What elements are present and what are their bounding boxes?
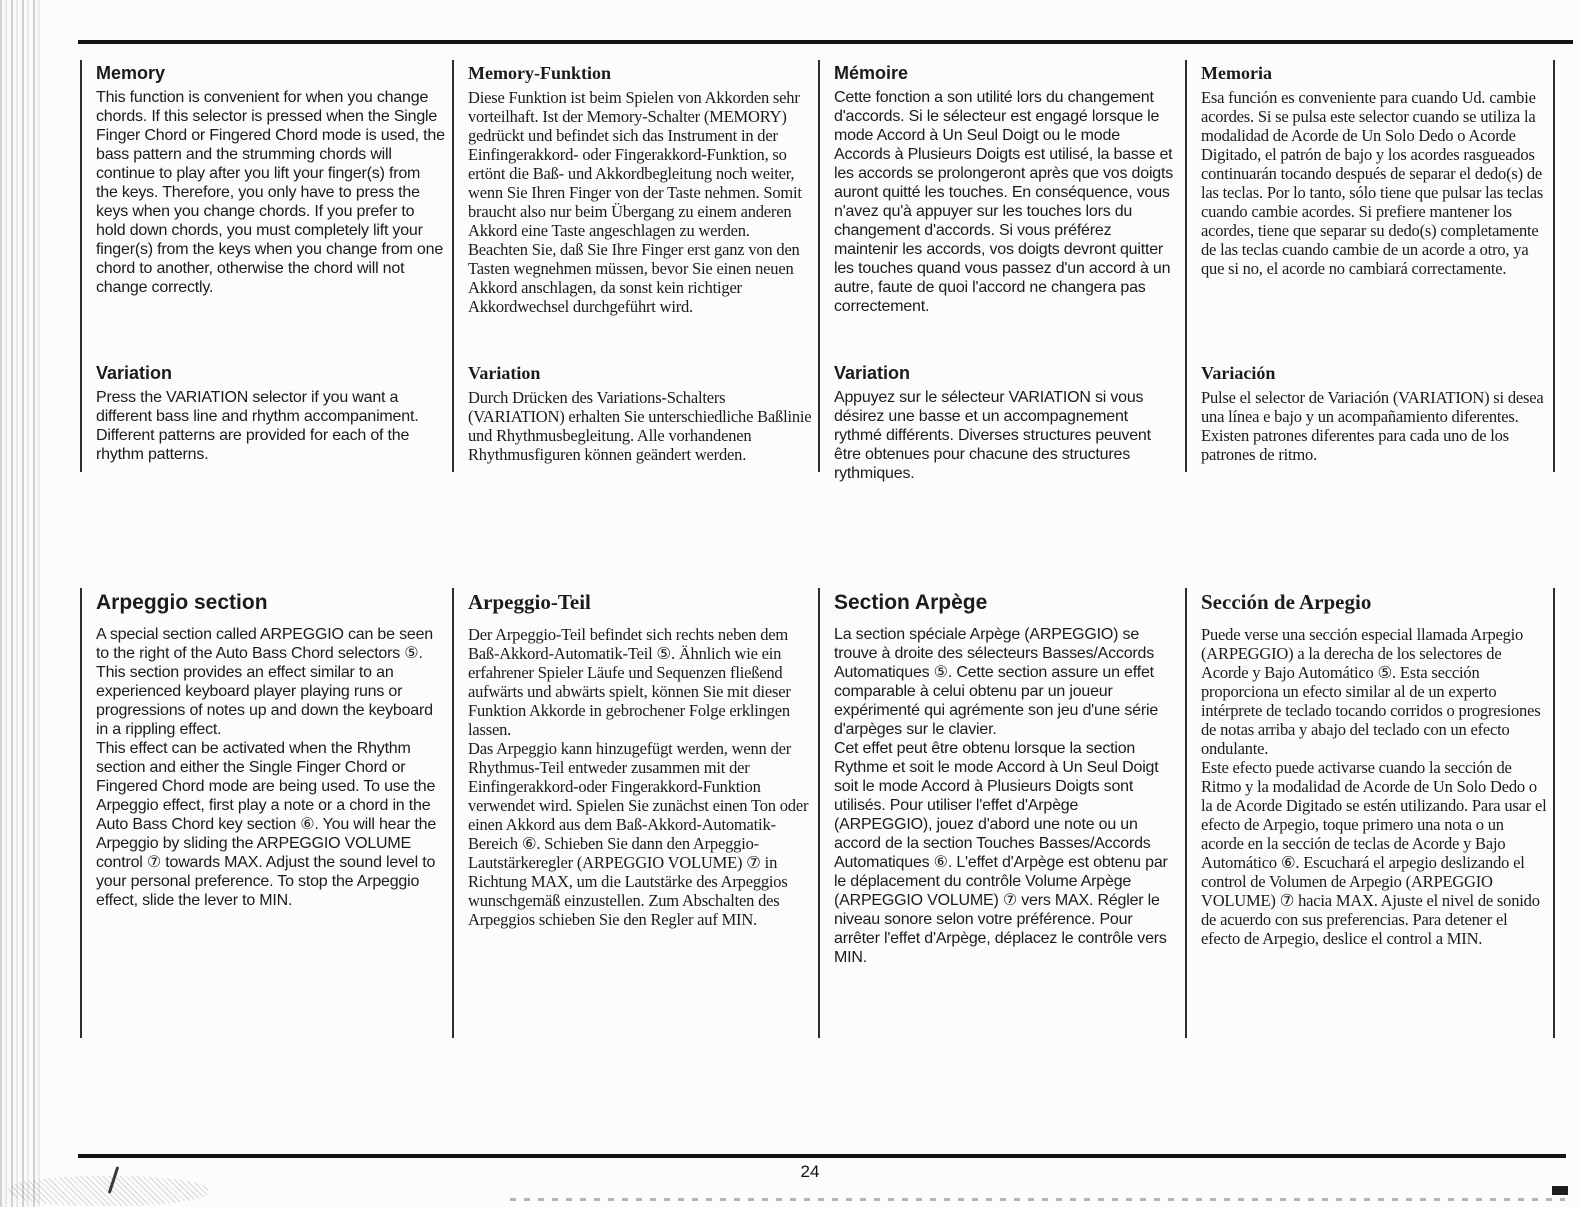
arpeggio-paragraph1-fr: La section spéciale Arpège (ARPEGGIO) se trouve à droite des sélecteurs Basses/Accords Automatiques ⑤. Cette section assure un effet comparable à celui obtenu par un joueur expérimenté qui agrémente son jeu d'une série d'arpèges sur le clavier. (834, 626, 1159, 738)
column-divider-right-band2 (1553, 588, 1555, 1038)
arpeggio-paragraph2-en: This effect can be activated when the Rhythm section and either the Single Finger Chord or Fingered Chord mode are being used. To use the Arpeggio effect, first play a note or a chord in the Auto Bass Chord key section ⑥. You will hear the Arpeggio by sliding the ARPEGGIO VOLUME control ⑦ towards MAX. Adjust the sound level to your personal preference. To stop the Arpeggio effect, slide the lever to MIN. (96, 740, 437, 909)
variation-body-es: Pulse el selector de Variación (VARIATION) si desea una línea e bajo y un acompañamiento diferentes. Existen patrones diferentes para cada uno de los patrones de ritmo. (1201, 388, 1544, 464)
section-memory-en (96, 62, 446, 362)
memory-body-en: This function is convenient for when you change chords. If this selector is pressed when the Single Finger Chord or Fingered Chord mode is used, the bass pattern and the strumming chords will continue to play after you lift your finger(s) from the keys. Therefore, you only have to press the keys when you change chords. If you prefer to hold down chords, you must completely lift your finger(s) from the keys when you change from one chord to another, otherwise the chord will not change correctly. (96, 89, 445, 296)
section-variation-de (468, 362, 812, 464)
top-rule (78, 40, 1573, 44)
section-variation-fr (834, 362, 1179, 483)
arpeggio-paragraph2-fr: Cet effet peut être obtenu lorsque la section Rythme et soit le mode Accord à Un Seul Doigt soit le mode Accord à Plusieurs Doigts sont utilisés. Pour utiliser l'effet d'Arpège (ARPEGGIO), jouez d'abord une note ou un accord de la section Touches Basses/Accords Automatiques ⑥. L'effet d'Arpège est obtenu par le déplacement du contrôle Volume Arpège (ARPEGGIO VOLUME) ⑦ vers MAX. Régler le niveau sonore selon votre préférence. Pour arrêter l'effet d'Arpège, déplacez le contrôle vers MIN. (834, 740, 1168, 966)
arpeggio-heading-en: Arpeggio section (96, 591, 268, 614)
arpeggio-paragraph1-de: Der Arpeggio-Teil befindet sich rechts neben dem Baß-Akkord-Automatik-Teil ⑤. Ähnlich wie ein erfahrener Spieler Läufe und Sequenzen fließend aufwärts und abwärts spielt, können Sie mit dieser Funktion Akkorde in gebrochener Folge erklingen lassen. (468, 625, 791, 739)
variation-heading-fr: Variation (834, 363, 911, 383)
column-french-memory-variation (818, 60, 1185, 482)
arpeggio-heading-fr: Section Arpège (834, 591, 988, 614)
arpeggio-heading-de: Arpeggio-Teil (468, 590, 591, 614)
column-english-memory-variation (80, 60, 452, 472)
memory-heading-en: Memory (96, 63, 166, 83)
scan-mark-bottom-right (1552, 1186, 1568, 1195)
arpeggio-paragraph1-en: A special section called ARPEGGIO can be seen to the right of the Auto Bass Chord selectors ⑤. This section provides an effect similar to an experienced keyboard player playing runs or progressions of notes up and down the keyboard in a rippling effect. (96, 626, 433, 738)
memory-body-fr: Cette fonction a son utilité lors du changement d'accords. Si le sélecteur est engagé lorsque le mode Accord à Un Seul Doigt ou le mode Accords à Plusieurs Doigts est utilisé, la basse et les accords se prolongeront après que vos doigts auront quitté les touches. En conséquence, vous n'avez qu'à appuyer sur les touches lors du changement d'accords. Si vous préférez maintenir les accords, vos doigts devront quitter les touches quand vous passez d'un accord à un autre, faute de quoi l'accord ne changera pas correctement. (834, 89, 1174, 315)
column-spanish-memory-variation (1185, 60, 1553, 472)
memory-heading-fr: Mémoire (834, 63, 909, 83)
variation-heading-es: Variación (1201, 363, 1276, 383)
arpeggio-heading-es: Sección de Arpegio (1201, 590, 1372, 614)
scan-dotted-line-bottom (510, 1198, 1565, 1201)
section-memory-fr (834, 62, 1179, 362)
variation-heading-de: Variation (468, 363, 541, 383)
variation-body-en: Press the VARIATION selector if you want a different bass line and rhythm accompaniment. Different patterns are provided for each of the rhythm patterns. (96, 389, 419, 463)
column-english-arpeggio (80, 588, 452, 1038)
section-memory-de (468, 62, 812, 362)
arpeggio-paragraph2-de: Das Arpeggio kann hinzugefügt werden, wenn der Rhythmus-Teil entweder zusammen mit der Einfingerakkord-oder Fingerakkord-Funktion verwendet wird. Spielen Sie zunächst einen Ton oder einen Akkord aus dem Baß-Akkord-Automatik-Bereich ⑥. Schieben Sie dann den Arpeggio-Lautstärkeregler (ARPEGGIO VOLUME) ⑦ in Richtung MAX, um die Lautstärke des Arpeggios wunschgemäß einzustellen. Zum Abschalten des Arpeggios schieben Sie den Regler auf MIN. (468, 739, 809, 929)
memory-body-de: Diese Funktion ist beim Spielen von Akkorden sehr vorteilhaft. Ist der Memory-Schalter (MEMORY) gedrückt und befindet sich das Instrument in der Einfingerakkord- oder Fingerakkord-Funktion, so ertönt die Baß- und Akkordbegleitung noch weiter, wenn Sie Ihren Finger von der Taste nehmen. Somit braucht also nur beim Übergang zu einem anderen Akkord eine Taste angeschlagen zu werden. Beachten Sie, daß Sie Ihre Finger erst ganz von den Tasten wegnehmen müssen, bevor Sie einen neuen Akkord anschlagen, da sonst kein richtiger Akkordwechsel durchgeführt wird. (468, 88, 802, 316)
page-number: 24 (800, 1162, 820, 1181)
column-divider-right-band1 (1553, 60, 1555, 472)
column-spanish-arpeggio (1185, 588, 1553, 1038)
arpeggio-paragraph1-es: Puede verse una sección especial llamada Arpegio (ARPEGGIO) a la derecha de los selectores de Acorde y Bajo Automático ⑤. Esta sección proporciona un efecto similar al de un experto intérprete de teclado tocando corridos o progresiones de notas arriba y abajo del teclado con un efecto ondulante. (1201, 625, 1541, 758)
variation-body-de: Durch Drücken des Variations-Schalters (VARIATION) erhalten Sie unterschiedliche Baßlinie und Rhythmusbegleitung. Alle vorhandenen Rhythmusfiguren können geändert werden. (468, 388, 812, 464)
column-french-arpeggio (818, 588, 1185, 1038)
section-variation-en (96, 362, 446, 464)
section-variation-es (1201, 362, 1547, 464)
variation-body-fr: Appuyez sur le sélecteur VARIATION si vous désirez une basse et un accompagnement rythmé différents. Diverses structures peuvent être obtenues pour chacune des structures rythmiques. (834, 389, 1151, 482)
memory-heading-de: Memory-Funktion (468, 63, 611, 83)
memory-heading-es: Memoria (1201, 63, 1272, 83)
column-german-memory-variation (452, 60, 818, 472)
bottom-rule (78, 1154, 1566, 1158)
arpeggio-paragraph2-es: Este efecto puede activarse cuando la sección de Ritmo y la modalidad de Acorde de Un Solo Dedo o la de Acorde Digitado se estén utilizando. Para usar el efecto de Arpegio, toque primero una nota o un acorde en la sección de teclas de Acorde y Bajo Automático ⑥. Escuchará el arpegio deslizando el control de Volumen de Arpegio (ARPEGGIO VOLUME) ⑦ hacia MAX. Ajuste el nivel de sonido de acuerdo con sus preferencias. Para detener el efecto de Arpegio, deslice el control a MIN. (1201, 758, 1547, 948)
memory-body-es: Esa función es conveniente para cuando Ud. cambie acordes. Si se pulsa este selector cuando se utiliza la modalidad de Acorde de Un Solo Dedo o Acorde Digitado, el patrón de bajo y los acordes rasgueados continuarán tocando después de separar el dedo(s) de las teclas. Por lo tanto, sólo tiene que pulsar las teclas cuando cambie acordes. Si prefiere mantener los acordes, tiene que separar su dedo(s) completamente de las teclas cuando cambie de un acorde a otro, ya que si no, el acorde no cambiará correctamente. (1201, 88, 1544, 278)
scan-noise-left-edge (0, 0, 40, 1207)
column-german-arpeggio (452, 588, 818, 1038)
variation-heading-en: Variation (96, 363, 173, 383)
section-memory-es (1201, 62, 1547, 362)
